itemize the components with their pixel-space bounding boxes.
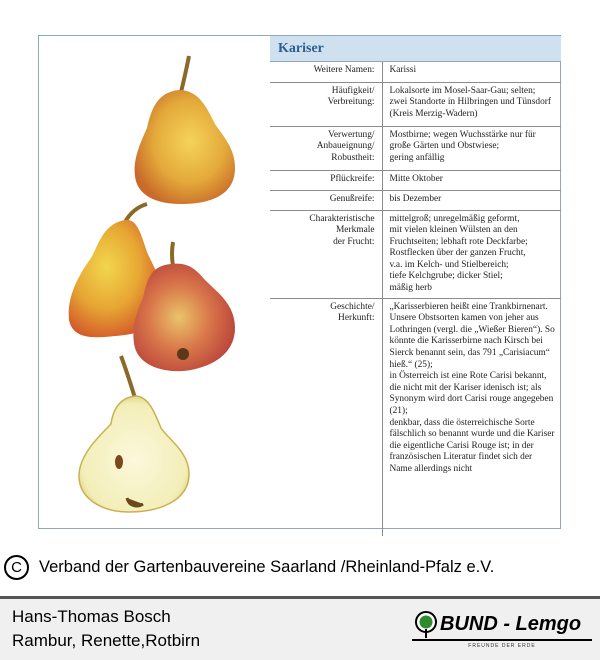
row-value: Karissi [382,62,561,82]
row-label: Häufigkeit/ Verbreitung: [270,82,382,126]
fruit-photos [39,36,270,528]
bund-logo-subtitle: FREUNDE DER ERDE [468,643,536,649]
author-block [12,605,200,653]
row-label: Geschichte/ Herkunft: [270,298,382,536]
table-row [270,126,561,170]
logo-underline [412,639,592,641]
row-label: Verwertung/ Anbaueignung/ Robustheit: [270,126,382,170]
table-row [270,62,561,82]
row-value: Mitte Oktober [382,170,561,190]
row-label: Genußreife: [270,190,382,210]
footer [0,596,600,660]
variety-title: Kariser [270,36,561,62]
copyright-text: Verband der Gartenbauvereine Saarland /Rheinland-Pfalz e.V. [39,557,495,576]
table-row [270,210,561,298]
row-value: „Karisserbieren heißt eine Trankbirnenart. Unsere Obstsorten kamen von jeher aus Lothringen (vergl. die „Wießer Bieren“). So könnte die Karisserbirne nach Kirsch bei Sierck benannt sein, das 791 „Carisiacum“ hieß.“ (25); in Österreich ist eine Rote Carisi bekannt, die nicht mit der Kariser idenisch ist; als Synonym wird dort Carisi rouge angegeben (21); denkbar, dass die österreichische Sorte fälschlich so benannt wurde und die Kariser die eigentliche Carisi Rouge ist; in der französischen Literatur findet sich der Name allerdings nicht [389,301,555,474]
info-table-panel [270,36,561,528]
pear-half-cut [79,356,189,512]
table-row [270,190,561,210]
row-label: Weitere Namen: [270,62,382,82]
table-row [270,298,561,536]
pear-whole-top [135,56,235,204]
row-value: bis Dezember [382,190,561,210]
copyright-line [4,553,494,581]
author-keywords: Rambur, Renette,Rotbirn [12,631,201,650]
copyright-icon: C [4,555,29,580]
author-name: Hans-Thomas Bosch [12,607,171,626]
row-value: Lokalsorte im Mosel-Saar-Gau; selten; zwei Standorte in Hilbringen und Tünsdorf (Kreis Merzig-Wadern) [382,82,561,126]
pear-illustrations [39,36,270,528]
row-value: mittelgroß; unregelmäßig geformt, mit vielen kleinen Wülsten an den Fruchtseiten; lebhaft rote Deckfarbe; Rostflecken über der ganzen Frucht, v.a. im Kelch- und Stielbereich; tiefe Kelchgrube; dicker Stiel; mäßig herb [382,210,561,298]
info-table [270,62,561,536]
row-label: Pflückreife: [270,170,382,190]
bund-logo [412,611,592,655]
table-row [270,170,561,190]
table-row [270,82,561,126]
row-value: Mostbirne; wegen Wuchsstärke nur für große Gärten und Obstwiese; gering anfällig [382,126,561,170]
bund-logo-text: BUND - Lemgo [440,613,582,635]
row-label: Charakteristische Merkmale der Frucht: [270,210,382,298]
pear-variety-card [38,35,561,529]
bund-logo-icon [414,611,440,639]
